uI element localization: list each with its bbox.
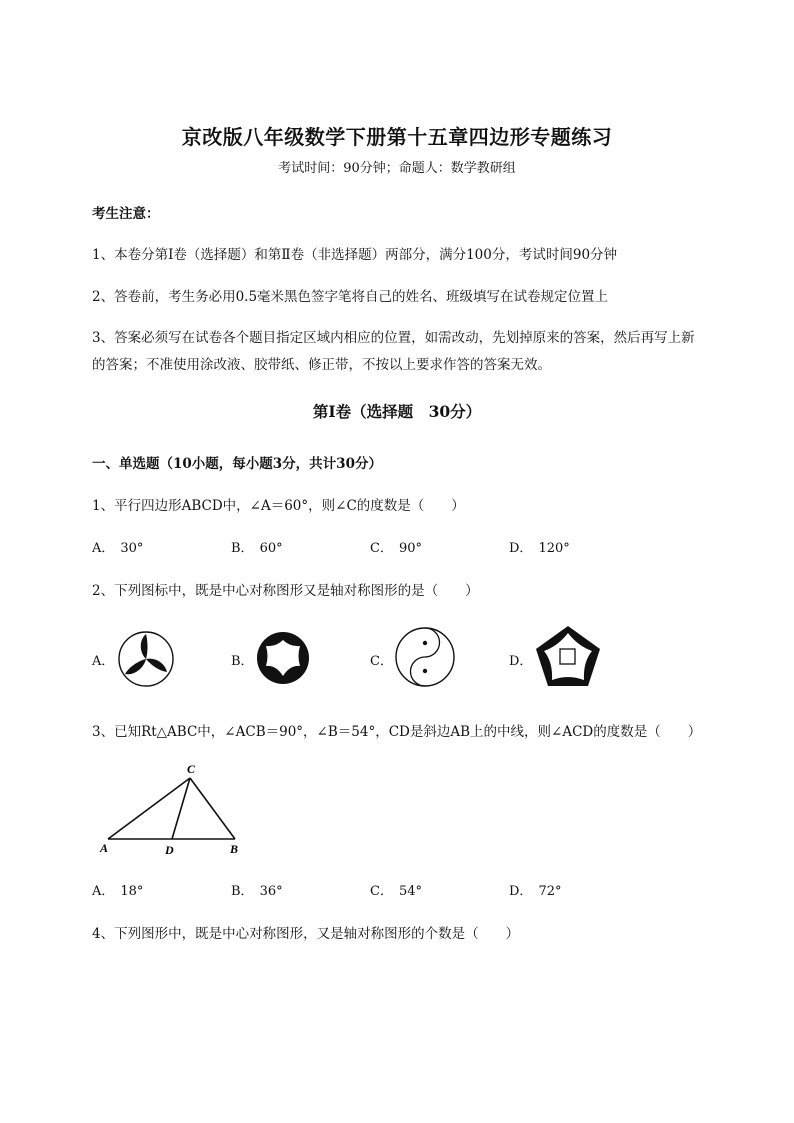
option-label: A．	[92, 884, 115, 899]
notice-item-3: 3、答案必须写在试卷各个题目指定区域内相应的位置，如需改动，先划掉原来的答案，然后再写上新	[92, 330, 695, 346]
vertex-b-label: B	[230, 842, 239, 856]
question-4-stem: 4、下列图形中，既是中心对称图形，又是轴对称图形的个数是（ ）	[92, 926, 520, 942]
option-label: C．	[370, 541, 393, 556]
option-text: 18°	[120, 884, 144, 899]
question-2-option-b-label[interactable]: B．	[231, 654, 254, 669]
vertex-a-label: A	[100, 841, 109, 855]
triangle-figure	[97, 760, 247, 860]
question-2-option-c-label[interactable]: C．	[370, 654, 393, 669]
question-3-option-b[interactable]	[231, 880, 283, 899]
option-text: 72°	[538, 884, 562, 899]
question-1-option-d[interactable]	[509, 537, 570, 556]
vertex-c-label: C	[187, 762, 196, 776]
question-3-option-d[interactable]	[509, 880, 561, 899]
question-2-option-d-label[interactable]: D．	[509, 654, 533, 669]
notice-item-3-continued: 的答案；不准使用涂改液、胶带纸、修正带，不按以上要求作答的答案无效。	[92, 357, 551, 373]
option-label: B．	[231, 884, 254, 899]
part-title: 一、单选题（10小题，每小题3分，共计30分）	[92, 456, 382, 472]
option-label: C．	[370, 884, 393, 899]
question-2-option-a-label[interactable]: A．	[92, 654, 115, 669]
question-3-option-a[interactable]	[92, 880, 143, 899]
option-label: A．	[92, 541, 115, 556]
option-text: 36°	[259, 884, 283, 899]
vertex-d-label: D	[165, 843, 174, 857]
notice-heading: 考生注意：	[92, 206, 160, 222]
propeller-icon	[117, 630, 175, 688]
yin-yang-icon	[394, 626, 456, 688]
option-text: 90°	[398, 541, 422, 556]
notice-item-1: 1、本卷分第I卷（选择题）和第Ⅱ卷（非选择题）两部分，满分100分，考试时间90分钟	[92, 247, 618, 263]
option-label: D．	[509, 541, 533, 556]
question-1-option-a[interactable]	[92, 537, 143, 556]
option-label: B．	[231, 541, 254, 556]
option-text: 54°	[398, 884, 422, 899]
notice-item-2: 2、答卷前，考生务必用0.5毫米黑色签字笔将自己的姓名、班级填写在试卷规定位置上	[92, 289, 609, 305]
pentagon-square-icon	[534, 624, 602, 688]
question-1-option-b[interactable]	[231, 537, 283, 556]
section-title: 第I卷（选择题 30分）	[312, 402, 482, 421]
option-label: D．	[509, 884, 533, 899]
question-3-option-c[interactable]	[370, 880, 422, 899]
question-1-option-c[interactable]	[370, 537, 422, 556]
option-text: 60°	[259, 541, 283, 556]
document-subtitle: 考试时间：90分钟；命题人：数学教研组	[278, 161, 516, 176]
concave-hexagon-icon	[255, 630, 311, 686]
option-text: 30°	[120, 541, 144, 556]
question-2-stem: 2、下列图标中，既是中心对称图形又是轴对称图形的是（ ）	[92, 583, 479, 599]
question-1-stem: 1、平行四边形ABCD中，∠A＝60°，则∠C的度数是（ ）	[92, 498, 465, 514]
question-3-stem: 3、已知Rt△ABC中，∠ACB＝90°，∠B＝54°，CD是斜边AB上的中线，则∠ACD的度数是（ ）	[92, 724, 702, 740]
document-title: 京改版八年级数学下册第十五章四边形专题练习	[181, 125, 613, 149]
option-text: 120°	[538, 541, 570, 556]
